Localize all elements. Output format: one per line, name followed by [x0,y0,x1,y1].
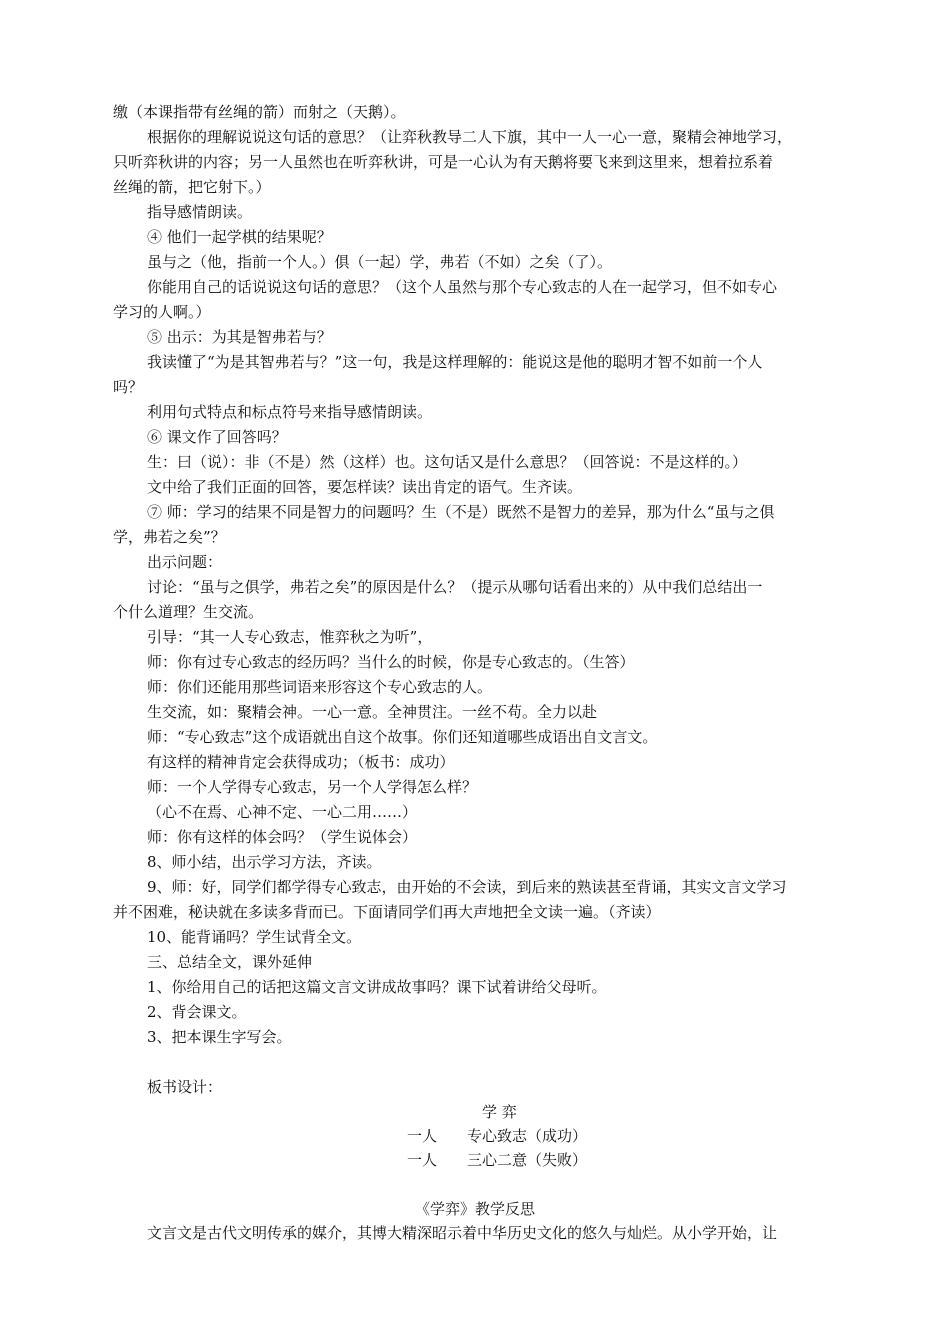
text-line: 缴（本课指带有丝绳的箭）而射之（天鹅）。 [113,103,406,121]
text-line: ④ 他们一起学棋的结果呢？ [147,228,332,246]
text-line: 师：“专心致志”这个成语就出自这个故事。你们还知道哪些成语出自文言文。 [147,728,658,746]
text-line: ⑥ 课文作了回答吗？ [147,428,287,446]
text-line: 引导：“其一人专心致志，惟弈秋之为听”， [147,628,433,646]
text-line: 师：你们还能用那些词语来形容这个专心致志的人。 [147,678,493,696]
text-line: 2、背会课文。 [147,1003,247,1021]
board-row1-left: 一人 [407,1127,438,1145]
text-line: 8、师小结，出示学习方法，齐读。 [147,853,382,871]
text-line: ⑦ 师：学习的结果不同是智力的问题吗？生（不是）既然不是智力的差异，那为什么“虽与之俱 [147,503,775,521]
text-line: 1、你给用自己的话把这篇文言文讲成故事吗？课下试着讲给父母听。 [147,978,607,996]
text-line: 讨论：“虽与之俱学，弗若之矣”的原因是什么？（提示从哪句话看出来的）从中我们总结出一 [147,578,763,596]
board-title: 学 弈 [482,1103,517,1121]
text-line: （心不在焉、心神不定、一心二用……） [147,803,418,821]
text-line: 文言文是古代文明传承的媒介，其博大精深昭示着中华历史文化的悠久与灿烂。从小学开始，让 [147,1224,778,1242]
text-line: 个什么道理？生交流。 [113,603,264,621]
text-line: 师：一个人学得专心致志，另一个人学得怎么样？ [147,778,478,796]
board-row1-right: 专心致志（成功） [467,1127,588,1145]
text-line: 9、师：好，同学们都学得专心致志，由开始的不会读，到后来的熟读甚至背诵，其实文言文学习 [147,878,787,896]
text-line: 10、能背诵吗？学生试背全文。 [147,928,362,946]
text-line: 师：你有过专心致志的经历吗？当什么的时候，你是专心致志的。（生答） [147,653,635,671]
board-row2-left: 一人 [407,1151,438,1169]
text-line: 利用句式特点和标点符号来指导感情朗读。 [147,403,433,421]
text-line: 虽与之（他，指前一个人。）俱（一起）学，弗若（不如）之矣（了）。 [147,253,613,271]
text-line: 你能用自己的话说说这句话的意思？（这个人虽然与那个专心致志的人在一起学习，但不如专心 [147,278,778,296]
text-line: 师：你有这样的体会吗？（学生说体会） [147,828,418,846]
text-line: 只听弈秋讲的内容；另一人虽然也在听弈秋讲，可是一心认为有天鹅将要飞来到这里来，想着拉系着 [113,153,774,171]
reflection-title: 《学弈》教学反思 [414,1200,535,1218]
text-line: 板书设计： [147,1078,223,1096]
text-line: ⑤ 出示：为其是智弗若与？ [147,328,332,346]
text-line: 指导感情朗读。 [147,203,253,221]
text-line: 生：曰（说）：非（不是）然（这样）也。这句话又是什么意思？（回答说：不是这样的。） [147,453,748,471]
text-line: 学，弗若之矣”？ [113,528,226,546]
text-line: 出示问题： [147,553,223,571]
text-line: 吗？ [113,378,144,396]
board-row2-right: 三心二意（失败） [467,1151,588,1169]
text-line: 三、总结全文，课外延伸 [147,953,313,971]
text-line: 丝绳的箭，把它射下。） [113,178,271,196]
text-line: 根据你的理解说说这句话的意思？（让弈秋教导二人下旗，其中一人一心一意，聚精会神地学习， [147,128,793,146]
text-line: 我读懂了“为是其智弗若与？”这一句，我是这样理解的：能说这是他的聪明才智不如前一个人 [147,353,763,371]
text-line: 3、把本课生字写会。 [147,1028,292,1046]
text-line: 学习的人啊。） [113,303,211,321]
text-line: 并不困难，秘诀就在多读多背而已。下面请同学们再大声地把全文读一遍。（齐读） [113,903,661,921]
text-line: 有这样的精神肯定会获得成功；（板书：成功） [147,753,455,771]
text-line: 生交流，如：聚精会神。一心一意。全神贯注。一丝不苟。全力以赴 [147,703,598,721]
text-line: 文中给了我们正面的回答，要怎样读？读出肯定的语气。生齐读。 [147,478,583,496]
